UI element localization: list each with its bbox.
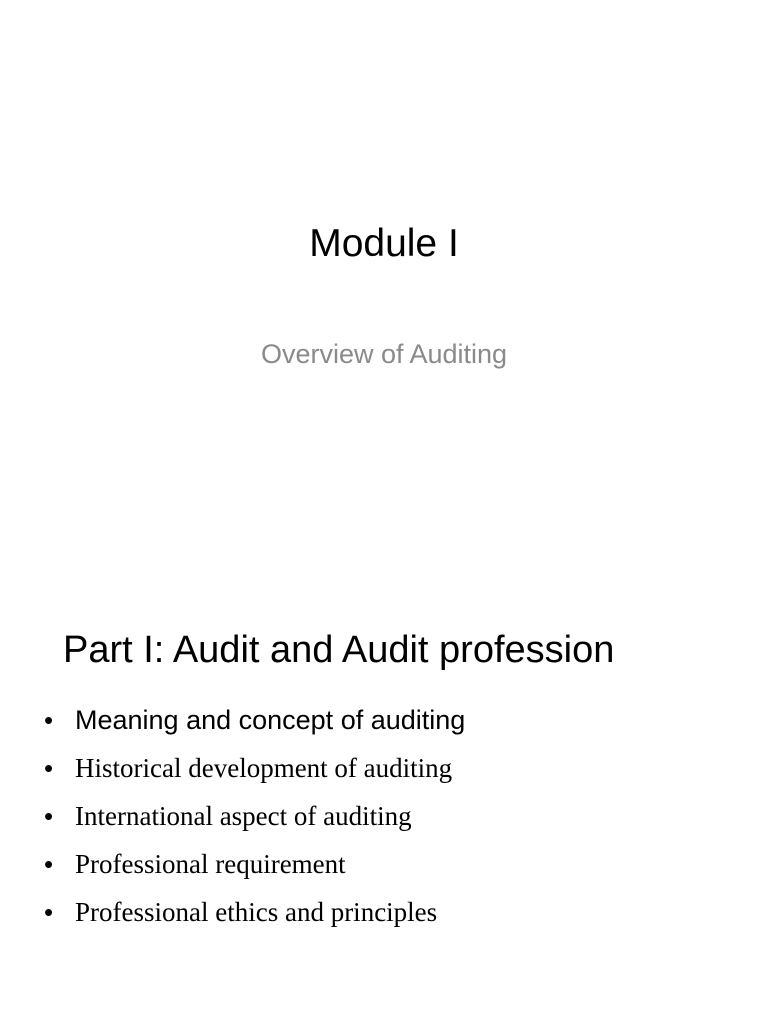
slide-subtitle: Overview of Auditing [260,339,508,369]
list-item [44,698,465,746]
list-item [44,890,465,938]
bullet-icon: • [44,801,54,831]
bullet-text: International aspect of auditing [75,801,412,831]
bullet-icon: • [44,849,54,879]
list-item [44,794,465,842]
bullet-text: Historical development of auditing [75,753,453,783]
list-item [44,842,465,890]
slide-title-heading: Module I [309,222,459,265]
bullet-icon: • [44,705,54,735]
slide-part-one [0,512,768,1024]
part-title-heading: Part I: Audit and Audit profession [63,629,615,671]
list-item [44,746,465,794]
bullet-text: Meaning and concept of auditing [75,705,466,735]
bullet-list [44,698,465,938]
bullet-text: Professional ethics and principles [75,897,438,927]
bullet-icon: • [44,753,54,783]
bullet-text: Professional requirement [75,849,346,879]
bullet-icon: • [44,897,54,927]
